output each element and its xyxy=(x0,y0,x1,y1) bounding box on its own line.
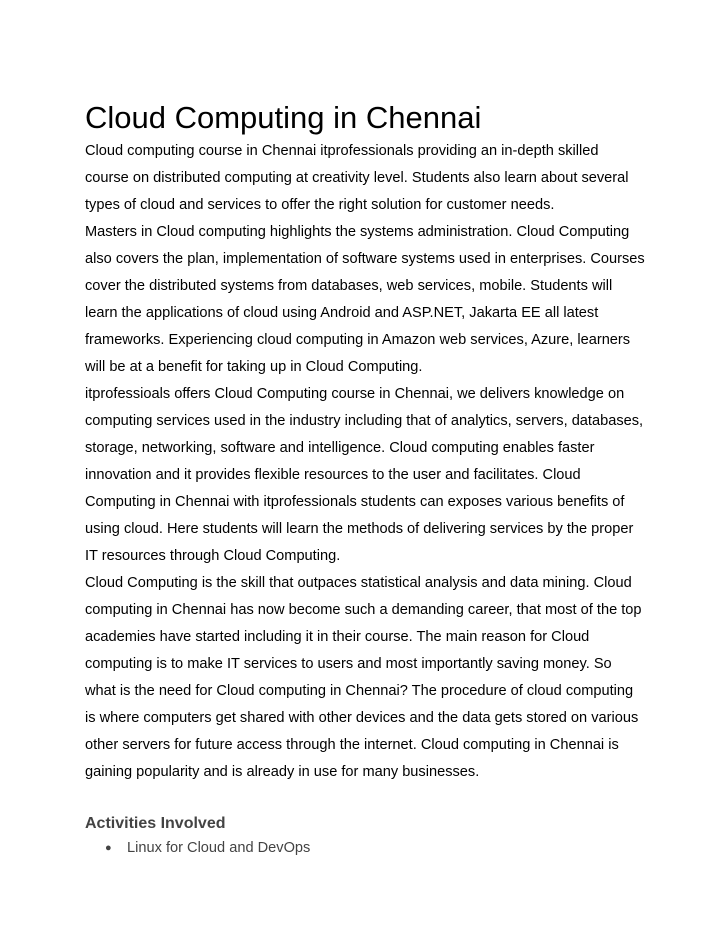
list-item-text: Linux for Cloud and DevOps xyxy=(127,840,311,856)
document-page xyxy=(85,98,645,860)
list-item xyxy=(105,836,645,860)
paragraph-4: Cloud Computing is the skill that outpaces statistical analysis and data mining. Cloud computing in Chennai has now become such a demanding career, that most of the top academies have started including it in their course. The main reason for Cloud computing is to make IT services to users and most importantly saving money. So what is the need for Cloud computing in Chennai? The procedure of cloud computing is where computers get shared with other devices and the data gets stored on various other servers for future access through the internet. Cloud computing in Chennai is gaining popularity and is already in use for many businesses. xyxy=(85,575,642,780)
paragraph-1: Cloud computing course in Chennai itprofessionals providing an in-depth skilled course on distributed computing at creativity level. Students also learn about several types of cloud and services to offer the right solution for customer needs. xyxy=(85,143,629,213)
document-title: Cloud Computing in Chennai xyxy=(85,100,482,135)
bullet-icon: ● xyxy=(105,842,112,854)
section-heading: Activities Involved xyxy=(85,815,226,832)
activities-list xyxy=(85,836,645,860)
paragraph-3: itprofessioals offers Cloud Computing course in Chennai, we delivers knowledge on computing services used in the industry including that of analytics, servers, databases, storage, networking, software and intelligence. Cloud computing enables faster innovation and it provides flexible resources to the user and facilitates. Cloud Computing in Chennai with itprofessionals students can exposes various benefits of using cloud. Here students will learn the methods of delivering services by the proper IT resources through Cloud Computing. xyxy=(85,386,644,564)
paragraph-2: Masters in Cloud computing highlights the systems administration. Cloud Computing also covers the plan, implementation of software systems used in enterprises. Courses cover the distributed systems from databases, web services, mobile. Students will learn the applications of cloud using Android and ASP.NET, Jakarta EE all latest frameworks. Experiencing cloud computing in Amazon web services, Azure, learners will be at a benefit for taking up in Cloud Computing. xyxy=(85,224,645,375)
